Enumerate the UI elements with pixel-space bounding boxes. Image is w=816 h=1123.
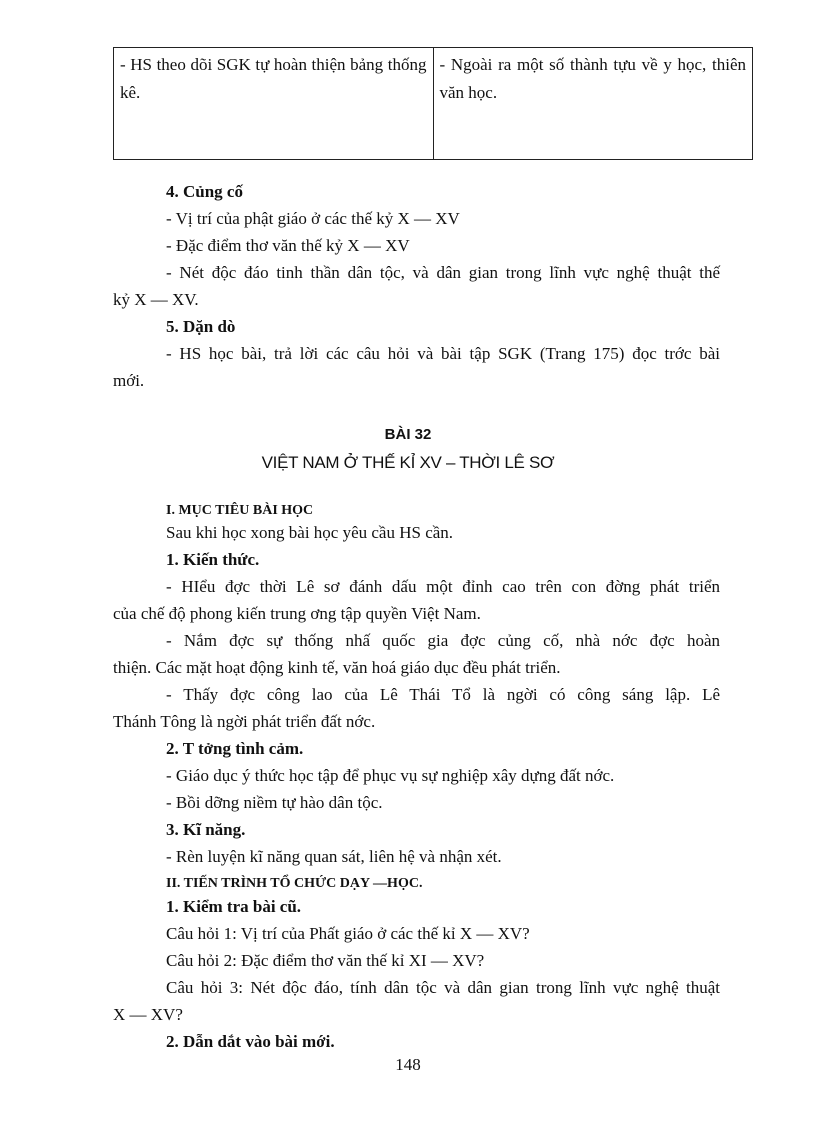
kien-thuc-line-6: Thánh Tông là ngời phát triển đất nớc.	[113, 712, 376, 731]
tu-tuong-line-1: - Giáo dục ý thức học tập để phục vụ sự nghiệp xây dựng đất nớc.	[166, 766, 615, 785]
tu-tuong-line-2: - Bồi dỡng niềm tự hào dân tộc.	[166, 793, 383, 812]
cung-co-item-3: - Nét độc đáo tinh thần dân tộc, và dân gian trong lĩnh vực nghệ thuật thế	[166, 263, 720, 282]
muc-tieu-intro: Sau khi học xong bài học yêu cầu HS cần.	[166, 523, 454, 542]
ki-nang-line-1: - Rèn luyện kĩ năng quan sát, liên hệ và nhận xét.	[166, 847, 502, 866]
tu-tuong-heading: 2. T tởng tình cảm.	[166, 739, 304, 758]
kien-thuc-line-5: - Thấy đợc công lao của Lê Thái Tổ là ngời có công sáng lập. Lê	[166, 685, 720, 704]
section-tien-trinh-heading: II. TIẾN TRÌNH TỔ CHỨC DẠY —HỌC.	[166, 876, 423, 891]
table-row	[114, 48, 753, 160]
achievements-table	[113, 47, 753, 160]
cung-co-item-1: - Vị trí của phật giáo ở các thế kỷ X — XV	[166, 209, 460, 228]
lesson-title: VIỆT NAM Ở THẾ KỈ XV – THỜI LÊ SƠ	[261, 453, 555, 472]
ki-nang-heading: 3. Kĩ năng.	[166, 820, 246, 839]
dan-dat-heading: 2. Dẫn dắt vào bài mới.	[166, 1032, 335, 1051]
kien-thuc-line-1: - HIểu đợc thời Lê sơ đánh dấu một đỉnh cao trên con đờng phát triển	[166, 577, 720, 596]
section-muc-tieu-heading: I. MỤC TIÊU BÀI HỌC	[166, 503, 314, 518]
section-cung-co-heading: 4. Củng cố	[166, 182, 243, 201]
dan-do-line-2: mới.	[113, 371, 145, 390]
page-number: 148	[395, 1055, 421, 1074]
kien-thuc-line-2: của chế độ phong kiến trung ơng tập quyền Việt Nam.	[113, 604, 481, 623]
lesson-number: BÀI 32	[384, 426, 432, 443]
question-3: Câu hỏi 3: Nét độc đáo, tính dân tộc và dân gian trong lĩnh vực nghệ thuật	[166, 978, 720, 997]
section-dan-do-heading: 5. Dặn dò	[166, 317, 236, 336]
question-1: Câu hỏi 1: Vị trí của Phất giáo ở các thế kỉ X — XV?	[166, 924, 530, 943]
question-2: Câu hỏi 2: Đặc điểm thơ văn thế kỉ XI — XV?	[166, 951, 485, 970]
table-cell-student-activity: - HS theo dõi SGK tự hoàn thiện bảng thống kê.	[114, 48, 434, 160]
dan-do-line-1: - HS học bài, trả lời các câu hỏi và bài tập SGK (Trang 175) đọc trớc bài	[166, 344, 720, 363]
cung-co-item-2: - Đặc điểm thơ văn thế kỷ X — XV	[166, 236, 410, 255]
kien-thuc-line-4: thiện. Các mặt hoạt động kinh tế, văn hoá giáo dục đều phát triển.	[113, 658, 561, 677]
kiem-tra-heading: 1. Kiểm tra bài cũ.	[166, 897, 302, 916]
cung-co-item-3-cont: kỷ X — XV.	[113, 290, 199, 309]
table-cell-content: - Ngoài ra một số thành tựu về y học, thiên văn học.	[433, 48, 753, 160]
question-3-cont: X — XV?	[113, 1005, 183, 1024]
kien-thuc-heading: 1. Kiến thức.	[166, 550, 260, 569]
kien-thuc-line-3: - Nắm đợc sự thống nhấ quốc gia đợc củng cố, nhà nớc đợc hoàn	[166, 631, 720, 650]
